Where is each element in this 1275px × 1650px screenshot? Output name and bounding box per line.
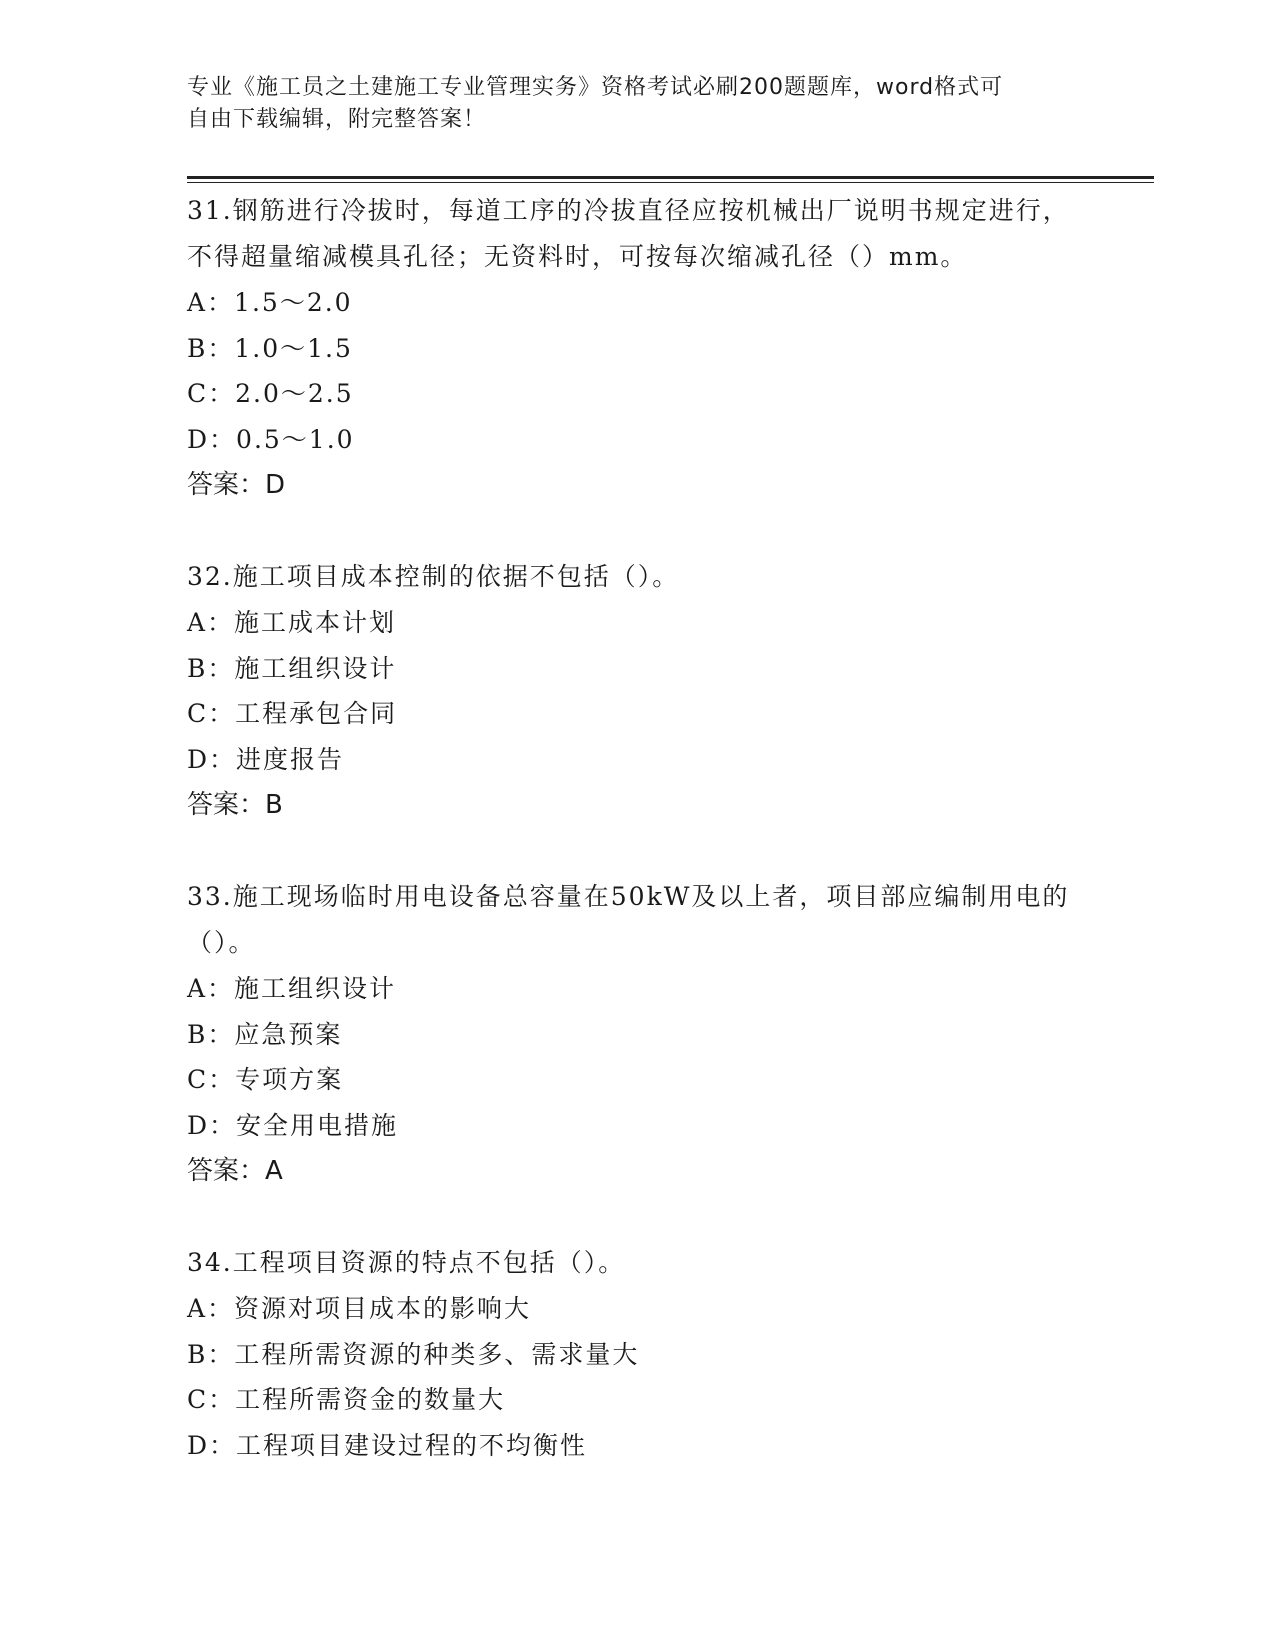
answer-label: 答案：D (187, 470, 286, 500)
option-c: C：工程承包合同 (187, 699, 398, 728)
question-stem: 32.施工项目成本控制的依据不包括（）。 (187, 562, 680, 591)
question-31 (187, 188, 1087, 508)
option-b: B：工程所需资源的种类多、需求量大 (187, 1339, 640, 1369)
option-c: C：工程所需资金的数量大 (187, 1385, 506, 1414)
question-32 (187, 554, 1087, 828)
question-stem: 31.钢筋进行冷拔时，每道工序的冷拔直径应按机械出厂说明书规定进行，不得超量缩减模具孔径；无资料时，可按每次缩减孔径（）mm。 (187, 196, 1070, 271)
question-33 (187, 874, 1087, 1194)
option-d: D：0.5～1.0 (187, 424, 355, 454)
option-d: D：安全用电措施 (187, 1110, 399, 1140)
answer-label: 答案：A (187, 1156, 283, 1186)
question-list (187, 188, 1087, 1514)
option-b: B：施工组织设计 (187, 653, 397, 683)
option-d: D：工程项目建设过程的不均衡性 (187, 1430, 588, 1460)
header-title-line-2: 自由下载编辑，附完整答案！ (187, 107, 487, 132)
header-divider-thick (187, 176, 1154, 179)
question-34 (187, 1240, 1087, 1468)
option-a: A：1.5～2.0 (187, 288, 353, 317)
option-a: A：施工组织设计 (187, 974, 397, 1003)
header-title-line-1: 专业《施工员之土建施工专业管理实务》资格考试必刷200题题库，word格式可 (187, 75, 1004, 100)
option-c: C：专项方案 (187, 1065, 344, 1094)
option-a: A：施工成本计划 (187, 608, 397, 637)
document-header (187, 72, 1067, 136)
option-b: B：应急预案 (187, 1019, 343, 1049)
option-a: A：资源对项目成本的影响大 (187, 1294, 532, 1323)
question-stem: 34.工程项目资源的特点不包括（）。 (187, 1248, 626, 1277)
option-b: B：1.0～1.5 (187, 333, 353, 363)
header-divider-thin (187, 182, 1154, 183)
question-stem: 33.施工现场临时用电设备总容量在50kW及以上者，项目部应编制用电的（）。 (187, 882, 1070, 957)
option-d: D：进度报告 (187, 744, 345, 774)
answer-label: 答案：B (187, 790, 283, 820)
option-c: C：2.0～2.5 (187, 379, 354, 408)
